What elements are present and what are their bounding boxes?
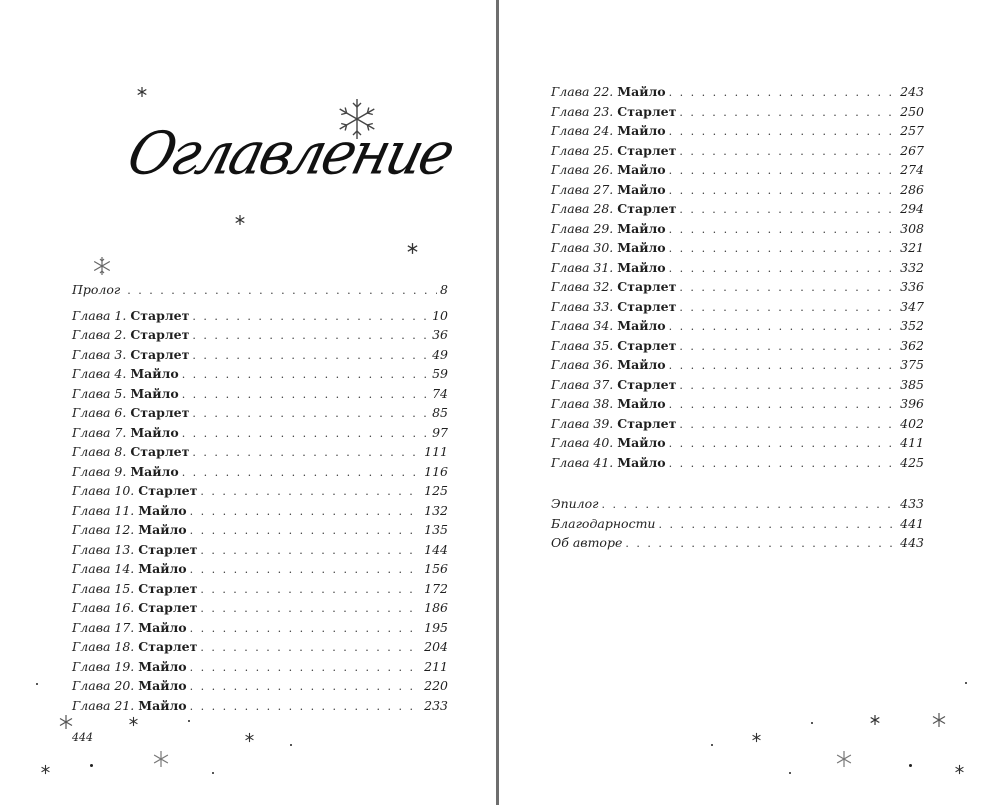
entry-label: Глава 24. (551, 123, 614, 138)
dot-leader (679, 200, 897, 220)
star-icon (244, 732, 255, 743)
entry-narrator: Майло (138, 678, 187, 693)
entry-label: Глава 1. (72, 307, 127, 323)
dot-leader (625, 534, 897, 554)
entry-narrator: Старлет (617, 201, 677, 216)
toc-entry[interactable] (72, 403, 448, 423)
entry-label: Глава 17. (72, 619, 135, 635)
entry-label: Глава 29. (551, 220, 614, 236)
toc-entry[interactable] (551, 121, 924, 141)
entry-narrator: Старлет (130, 327, 190, 342)
entry-label: Глава 7. (72, 424, 127, 440)
dot-leader (192, 346, 429, 366)
dot-leader (601, 495, 897, 515)
toc-entry[interactable] (72, 579, 448, 599)
snowflake-icon (931, 712, 947, 728)
toc-entry[interactable] (551, 277, 924, 297)
entry-page: 59 (432, 366, 448, 381)
entry-page: 186 (424, 600, 448, 615)
entry-page: 257 (900, 123, 924, 138)
entry-label: Глава 20. (72, 678, 135, 693)
entry-page: 111 (424, 444, 448, 459)
entry-narrator: Майло (617, 259, 666, 275)
entry-label: Глава 4. (72, 366, 127, 381)
snowflake-icon (835, 750, 853, 768)
entry-page: 352 (900, 318, 924, 333)
toc-entry[interactable] (551, 219, 924, 239)
toc-entry[interactable] (551, 394, 924, 414)
entry-page: 441 (900, 515, 924, 531)
dot-leader (679, 337, 897, 357)
toc-entry[interactable] (551, 199, 924, 219)
dot-leader (669, 220, 898, 240)
toc-entry[interactable] (551, 414, 924, 434)
entry-narrator: Старлет (617, 415, 677, 431)
dot-leader (669, 161, 898, 181)
toc-entry[interactable] (551, 102, 924, 122)
toc-entry-epilogue[interactable] (551, 494, 924, 514)
entry-label: Глава 28. (551, 201, 614, 216)
dot-leader (190, 677, 422, 697)
dot-leader (669, 395, 898, 415)
entry-label: Глава 14. (72, 561, 135, 576)
decor-dot (188, 720, 190, 722)
entry-narrator: Майло (617, 357, 666, 372)
decor-dot (789, 772, 791, 774)
dot-leader (679, 142, 897, 162)
entry-page: 347 (900, 298, 924, 314)
toc-entry[interactable] (551, 316, 924, 336)
entry-page: 156 (424, 561, 448, 576)
toc-entry[interactable] (551, 355, 924, 375)
entry-narrator: Майло (138, 697, 187, 713)
entry-label: Глава 12. (72, 522, 135, 537)
toc-entry[interactable] (551, 258, 924, 278)
star-icon (128, 716, 139, 727)
entry-narrator: Старлет (617, 298, 677, 314)
decor-dot (36, 683, 38, 685)
entry-page: 321 (900, 240, 924, 255)
toc-entry[interactable] (72, 540, 448, 560)
entry-narrator: Майло (138, 619, 187, 635)
dot-leader (127, 281, 437, 301)
dot-leader (182, 365, 429, 385)
entry-narrator: Старлет (138, 483, 198, 498)
entry-narrator: Старлет (617, 103, 677, 119)
star-icon (954, 764, 965, 775)
entry-label: Глава 26. (551, 162, 614, 177)
dot-leader (192, 307, 429, 327)
toc-entry[interactable] (72, 481, 448, 501)
entry-narrator: Майло (130, 366, 179, 381)
toc-entry-acknowledgements[interactable] (551, 514, 924, 534)
dot-leader (190, 658, 422, 678)
toc-entry[interactable] (551, 375, 924, 395)
decor-dot (290, 744, 292, 746)
entry-narrator: Старлет (617, 142, 677, 158)
toc-entry[interactable] (551, 160, 924, 180)
entry-label: Глава 18. (72, 639, 135, 654)
page-number: 444 (72, 731, 93, 744)
entry-page: 132 (424, 502, 448, 518)
entry-page: 375 (900, 357, 924, 372)
entry-narrator: Майло (130, 385, 179, 401)
entry-page: 362 (900, 337, 924, 353)
entry-page: 116 (424, 463, 448, 479)
entry-label: Глава 9. (72, 463, 127, 479)
entry-label: Благодарности (551, 515, 656, 531)
star-icon (406, 242, 419, 255)
entry-page: 211 (424, 658, 448, 674)
entry-page: 411 (900, 435, 924, 450)
entry-narrator: Майло (617, 162, 666, 177)
entry-narrator: Старлет (138, 639, 198, 654)
entry-page: 308 (900, 220, 924, 236)
entry-page: 332 (900, 259, 924, 275)
entry-label: Глава 33. (551, 298, 614, 314)
toc-entry[interactable] (72, 618, 448, 638)
entry-page: 336 (900, 279, 924, 294)
entry-label: Глава 40. (551, 435, 614, 450)
toc-entry[interactable] (72, 442, 448, 462)
entry-narrator: Старлет (130, 405, 190, 420)
entry-label: Глава 25. (551, 142, 614, 158)
snowflake-icon (92, 256, 112, 276)
entry-page: 10 (432, 307, 448, 323)
dot-leader (679, 298, 897, 318)
dot-leader (200, 541, 421, 561)
dot-leader (190, 521, 422, 541)
toc-entry[interactable] (551, 238, 924, 258)
entry-narrator: Майло (617, 318, 666, 333)
entry-label: Глава 16. (72, 600, 135, 615)
toc-entry[interactable] (72, 696, 448, 716)
toc-entry[interactable] (72, 637, 448, 657)
toc-entry[interactable] (72, 423, 448, 443)
entry-page: 443 (900, 535, 924, 550)
entry-narrator: Майло (617, 123, 666, 138)
entry-page: 233 (424, 697, 448, 713)
toc-entry[interactable] (72, 364, 448, 384)
entry-narrator: Старлет (138, 580, 198, 596)
entry-narrator: Старлет (617, 279, 677, 294)
entry-label: Глава 32. (551, 279, 614, 294)
entry-label: Глава 27. (551, 181, 614, 197)
toc-entry[interactable] (551, 180, 924, 200)
entry-page: 433 (900, 496, 924, 511)
entry-page: 36 (432, 327, 448, 342)
toc-entry[interactable] (72, 384, 448, 404)
toc-entry[interactable] (551, 297, 924, 317)
toc-entry[interactable] (72, 306, 448, 326)
dot-leader (679, 278, 897, 298)
entry-label: Глава 39. (551, 415, 614, 431)
toc-list-right (551, 82, 924, 472)
entry-label: Глава 37. (551, 376, 614, 392)
decor-dot (212, 772, 214, 774)
entry-page: 286 (900, 181, 924, 197)
entry-narrator: Старлет (138, 600, 198, 615)
entry-page: 97 (432, 424, 448, 440)
entry-narrator: Майло (138, 561, 187, 576)
entry-label: Глава 15. (72, 580, 135, 596)
dot-leader (669, 239, 898, 259)
toc-entry[interactable] (551, 336, 924, 356)
star-icon (869, 714, 881, 726)
entry-page: 49 (432, 346, 448, 362)
snowflake-icon (334, 96, 380, 142)
dot-leader (669, 259, 898, 279)
entry-label: Эпилог (551, 496, 599, 511)
entry-page: 125 (424, 483, 448, 498)
entry-narrator: Старлет (130, 307, 190, 323)
entry-label: Глава 30. (551, 240, 614, 255)
entry-narrator: Майло (617, 435, 666, 450)
entry-narrator: Майло (617, 454, 666, 470)
entry-narrator: Майло (617, 240, 666, 255)
toc-list-left (72, 280, 448, 715)
entry-page: 220 (424, 678, 448, 693)
dot-leader (192, 326, 429, 346)
star-icon (751, 732, 762, 743)
toc-entry[interactable] (72, 345, 448, 365)
toc-entry[interactable] (72, 520, 448, 540)
entry-page: 8 (440, 282, 448, 297)
entry-page: 396 (900, 396, 924, 411)
dot-leader (182, 424, 429, 444)
toc-entry[interactable] (72, 325, 448, 345)
toc-entry[interactable] (551, 453, 924, 473)
decor-dot (90, 764, 93, 767)
entry-page: 135 (424, 522, 448, 537)
dot-leader (200, 638, 421, 658)
entry-narrator: Майло (617, 84, 666, 99)
decor-dot (965, 682, 967, 684)
entry-page: 267 (900, 142, 924, 158)
entry-page: 402 (900, 415, 924, 431)
entry-page: 425 (900, 454, 924, 470)
dot-leader (669, 181, 898, 201)
entry-label: Глава 2. (72, 327, 127, 342)
dot-leader (669, 122, 898, 142)
entry-page: 144 (424, 541, 448, 557)
entry-label: Глава 5. (72, 385, 127, 401)
entry-label: Глава 21. (72, 697, 135, 713)
entry-page: 204 (424, 639, 448, 654)
toc-entry[interactable] (72, 462, 448, 482)
entry-page: 85 (432, 405, 448, 420)
dot-leader (190, 619, 422, 639)
entry-label: Глава 8. (72, 444, 127, 459)
entry-label: Глава 36. (551, 357, 614, 372)
entry-label: Глава 22. (551, 84, 614, 99)
entry-narrator: Старлет (138, 541, 198, 557)
entry-label: Глава 13. (72, 541, 135, 557)
entry-label: Глава 35. (551, 337, 614, 353)
snowflake-icon (58, 714, 74, 730)
entry-label: Глава 38. (551, 396, 614, 411)
entry-page: 385 (900, 376, 924, 392)
entry-page: 74 (432, 385, 448, 401)
toc-entry[interactable] (551, 141, 924, 161)
entry-narrator: Майло (138, 502, 187, 518)
entry-label: Глава 6. (72, 405, 127, 420)
toc-entry[interactable] (72, 501, 448, 521)
entry-narrator: Майло (617, 181, 666, 197)
dot-leader (192, 404, 429, 424)
entry-narrator: Майло (130, 463, 179, 479)
entry-label: Глава 10. (72, 483, 135, 498)
toc-entry[interactable] (551, 82, 924, 102)
dot-leader (669, 317, 898, 337)
entry-narrator: Майло (130, 424, 179, 440)
dot-leader (679, 376, 897, 396)
dot-leader (658, 515, 897, 535)
entry-label: Пролог (72, 282, 121, 297)
dot-leader (669, 83, 898, 103)
toc-entry[interactable] (72, 598, 448, 618)
entry-label: Глава 34. (551, 318, 614, 333)
dot-leader (182, 385, 429, 405)
toc-entry[interactable] (72, 657, 448, 677)
dot-leader (669, 434, 898, 454)
entry-page: 172 (424, 580, 448, 596)
dot-leader (190, 560, 422, 580)
entry-narrator: Майло (617, 396, 666, 411)
entry-narrator: Майло (617, 220, 666, 236)
entry-label: Глава 23. (551, 103, 614, 119)
decor-dot (909, 764, 912, 767)
dot-leader (190, 502, 422, 522)
entry-narrator: Старлет (617, 376, 677, 392)
entry-narrator: Майло (138, 522, 187, 537)
left-page (0, 0, 496, 805)
dot-leader (200, 599, 421, 619)
decor-dot (811, 722, 813, 724)
entry-page: 294 (900, 201, 924, 216)
entry-label: Глава 31. (551, 259, 614, 275)
dot-leader (182, 463, 421, 483)
dot-leader (190, 697, 422, 717)
entry-narrator: Старлет (617, 337, 677, 353)
entry-page: 274 (900, 162, 924, 177)
entry-page: 250 (900, 103, 924, 119)
star-icon (40, 764, 51, 775)
entry-label: Глава 11. (72, 502, 135, 518)
toc-entry[interactable] (551, 433, 924, 453)
dot-leader (200, 482, 421, 502)
toc-entry[interactable] (72, 676, 448, 696)
decor-dot (711, 744, 713, 746)
entry-page: 195 (424, 619, 448, 635)
toc-entry[interactable] (72, 280, 448, 300)
star-icon (234, 214, 246, 226)
snowflake-icon (152, 750, 170, 768)
dot-leader (192, 443, 421, 463)
entry-label: Глава 3. (72, 346, 127, 362)
entry-page: 243 (900, 84, 924, 99)
dot-leader (200, 580, 421, 600)
dot-leader (679, 103, 897, 123)
entry-narrator: Старлет (130, 346, 190, 362)
entry-label: Об авторе (551, 535, 623, 550)
entry-narrator: Майло (138, 658, 187, 674)
entry-narrator: Старлет (130, 444, 190, 459)
star-icon (136, 86, 148, 98)
toc-list-back-matter (551, 494, 924, 553)
entry-label: Глава 19. (72, 658, 135, 674)
dot-leader (669, 356, 898, 376)
entry-label: Глава 41. (551, 454, 614, 470)
dot-leader (679, 415, 897, 435)
dot-leader (669, 454, 898, 474)
toc-entry[interactable] (72, 559, 448, 579)
page-title: Оглавление (120, 120, 459, 189)
toc-entry-about-author[interactable] (551, 533, 924, 553)
